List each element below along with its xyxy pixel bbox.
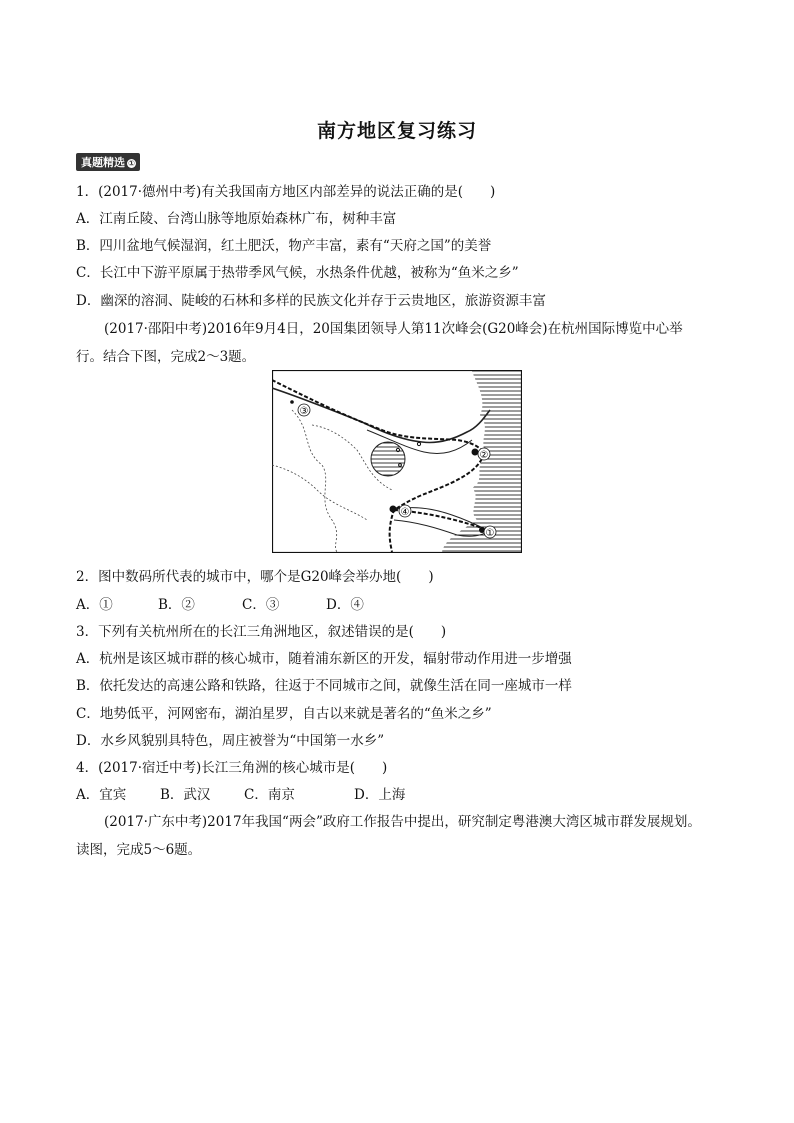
- q1-option-c: C．长江中下游平原属于热带季风气候，水热条件优越，被称为“鱼米之乡”: [76, 265, 519, 281]
- q4-option-b: B．武汉: [160, 787, 211, 803]
- passage2-line1: (2017·广东中考)2017年我国“两会”政府工作报告中提出，研究制定粤港澳大湾区城市群发展规划。: [104, 814, 701, 830]
- map-label-3: [298, 404, 310, 417]
- q2-stem: 2．图中数码所代表的城市中，哪个是G20峰会举办地( ): [76, 569, 434, 585]
- lake-area: [371, 442, 405, 476]
- q2-option-d: D．④: [326, 597, 364, 613]
- map-label-4-text: ④: [400, 507, 410, 518]
- q4-option-c: C．南京: [244, 787, 295, 803]
- passage1-line2: 行。结合下图，完成2～3题。: [76, 349, 256, 365]
- page-title: 南方地区复习练习: [316, 120, 477, 142]
- q4-option-a: A．宜宾: [76, 787, 127, 803]
- q4-option-d: D．上海: [354, 787, 406, 803]
- section-badge-number: ①: [128, 159, 135, 168]
- city-marker-2: [472, 449, 479, 456]
- passage1-line1: (2017·邵阳中考)2016年9月4日，20国集团领导人第11次峰会(G20峰会)在杭州国际博览中心举: [104, 321, 683, 337]
- map-label-3-text: ③: [299, 406, 309, 417]
- q2-option-a: A．①: [76, 597, 113, 613]
- q2-option-c: C．③: [242, 597, 280, 613]
- q3-option-c: C．地势低平，河网密布，湖泊星罗，自古以来就是著名的“鱼米之乡”: [76, 706, 492, 722]
- q3-stem: 3．下列有关杭州所在的长江三角洲地区，叙述错误的是( ): [76, 624, 447, 640]
- section-badge-label: 真题精选: [81, 156, 125, 169]
- q3-option-d: D．水乡风貌别具特色，周庄被誉为“中国第一水乡”: [76, 733, 385, 749]
- city-marker-3: [290, 400, 294, 404]
- q2-option-b: B．②: [158, 597, 195, 613]
- q3-option-a: A．杭州是该区城市群的核心城市，随着浦东新区的开发，辐射带动作用进一步增强: [76, 651, 572, 667]
- q3-option-b: B．依托发达的高速公路和铁路，往返于不同城市之间，就像生活在同一座城市一样: [76, 678, 572, 694]
- q1-option-d: D．幽深的溶洞、陡峻的石林和多样的民族文化并存于云贵地区，旅游资源丰富: [76, 293, 546, 309]
- map-label-4: [399, 505, 411, 518]
- passage2-line2: 读图，完成5～6题。: [76, 842, 202, 858]
- q4-stem: 4．(2017·宿迁中考)长江三角洲的核心城市是( ): [76, 760, 388, 776]
- q4-options: [76, 783, 405, 803]
- city-marker-4: [390, 506, 397, 513]
- map-label-1-text: ①: [485, 528, 495, 539]
- q2-options: [76, 593, 364, 613]
- map-label-1: [484, 526, 496, 539]
- q1-option-b: B．四川盆地气候湿润，红土肥沃，物产丰富，素有“天府之国”的美誉: [76, 238, 492, 254]
- map-label-2-text: ②: [479, 450, 489, 461]
- q1-option-a: A．江南丘陵、台湾山脉等地原始森林广布，树种丰富: [76, 211, 397, 227]
- q1-stem: 1．(2017·德州中考)有关我国南方地区内部差异的说法正确的是( ): [76, 184, 496, 200]
- yangtze-delta-map: [272, 370, 522, 553]
- map-label-2: [478, 448, 490, 461]
- section-badge: [76, 153, 140, 171]
